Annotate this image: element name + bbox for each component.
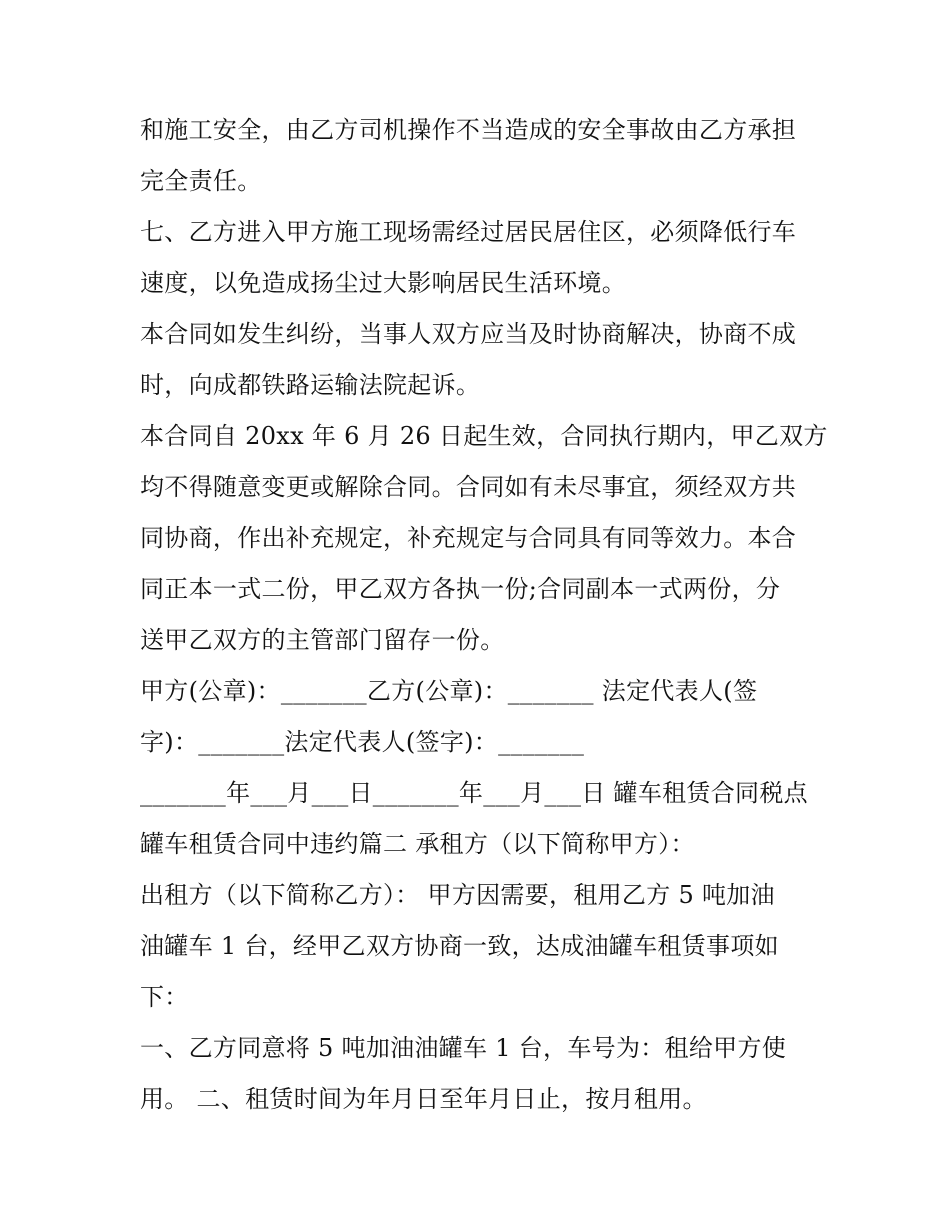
text-line: 油罐车 1 台，经甲乙双方协商一致，达成油罐车租赁事项如	[140, 932, 779, 960]
text-line: 本合同自 20xx 年 6 月 26 日起生效，合同执行期内，甲乙双方	[140, 422, 828, 450]
text-line: 同协商，作出补充规定，补充规定与合同具有同等效力。本合	[140, 524, 797, 552]
text-line: 出租方（以下简称乙方）： 甲方因需要，租用乙方 5 吨加油	[140, 881, 775, 909]
signature-line: 甲方(公章)：_______乙方(公章)：_______ 法定代表人(签	[140, 677, 758, 705]
signature-line: 字)：_______法定代表人(签字)：_______	[140, 728, 585, 756]
text-line: 一、乙方同意将 5 吨加油油罐车 1 台，车号为：租给甲方使	[140, 1034, 787, 1062]
text-line: 本合同如发生纠纷，当事人双方应当及时协商解决，协商不成	[140, 320, 797, 348]
text-line: 完全责任。	[140, 167, 262, 195]
text-line: 时，向成都铁路运输法院起诉。	[140, 371, 481, 399]
text-line: 速度，以免造成扬尘过大影响居民生活环境。	[140, 269, 626, 297]
text-line: 罐车租赁合同中违约篇二 承租方（以下简称甲方）：	[140, 830, 695, 858]
text-line: 和施工安全，由乙方司机操作不当造成的安全事故由乙方承担	[140, 116, 797, 144]
text-line: 下：	[140, 983, 189, 1011]
text-line: 用。 二、租赁时间为年月日至年月日止，按月租用。	[140, 1085, 707, 1113]
document-body	[140, 105, 828, 1125]
date-line: _______年___月___日_______年___月___日 罐车租赁合同税点	[140, 779, 808, 807]
text-line: 七、乙方进入甲方施工现场需经过居民居住区，必须降低行车	[140, 218, 797, 246]
text-line: 同正本一式二份，甲乙双方各执一份;合同副本一式两份，分	[140, 575, 781, 603]
text-line: 送甲乙双方的主管部门留存一份。	[140, 626, 505, 654]
text-line: 均不得随意变更或解除合同。合同如有未尽事宜，须经双方共	[140, 473, 797, 501]
